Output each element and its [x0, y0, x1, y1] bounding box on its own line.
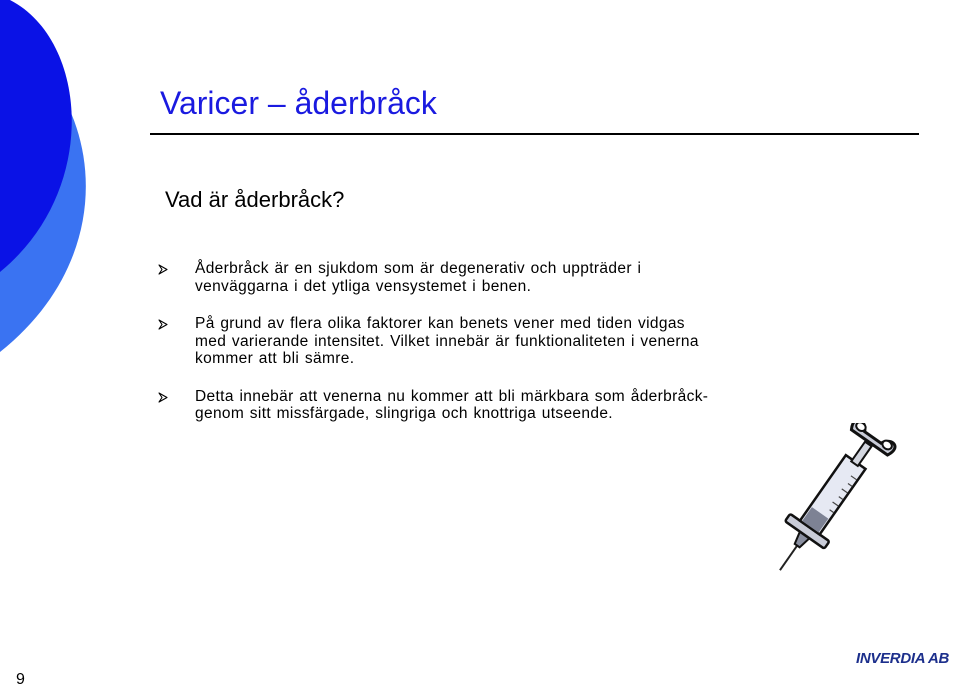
- bullet-item: [158, 315, 718, 368]
- bullet-text: Detta innebär att venerna nu kommer att bli märkbara som åderbråck- genom sitt missfärgade, slingriga och knottriga utseende.: [195, 387, 709, 422]
- bullet-list: [158, 260, 718, 423]
- slide-title: Varicer – åderbråck: [160, 85, 437, 121]
- corner-decoration: [0, 0, 110, 360]
- bullet-item: [158, 260, 718, 295]
- arrowhead-bullet-icon: [158, 392, 168, 403]
- bullet-item: [158, 388, 718, 423]
- page-number: 9: [16, 671, 25, 688]
- arrowhead-bullet-icon: [158, 264, 168, 275]
- bullet-text: Åderbråck är en sjukdom som är degenerativ och uppträder i venväggarna i det ytliga vensystemet i benen.: [195, 260, 642, 295]
- syringe-icon: [752, 423, 902, 583]
- title-divider: [150, 133, 919, 135]
- bullet-text: På grund av flera olika faktorer kan benets vener med tiden vidgas med varierande intensitet. Vilket innebär är funktionaliteten i venerna kommer att bli sämre.: [195, 315, 699, 367]
- slide-subtitle: Vad är åderbråck?: [165, 187, 345, 212]
- company-logo: INVERDIA AB: [856, 650, 950, 667]
- arrowhead-bullet-icon: [158, 319, 168, 330]
